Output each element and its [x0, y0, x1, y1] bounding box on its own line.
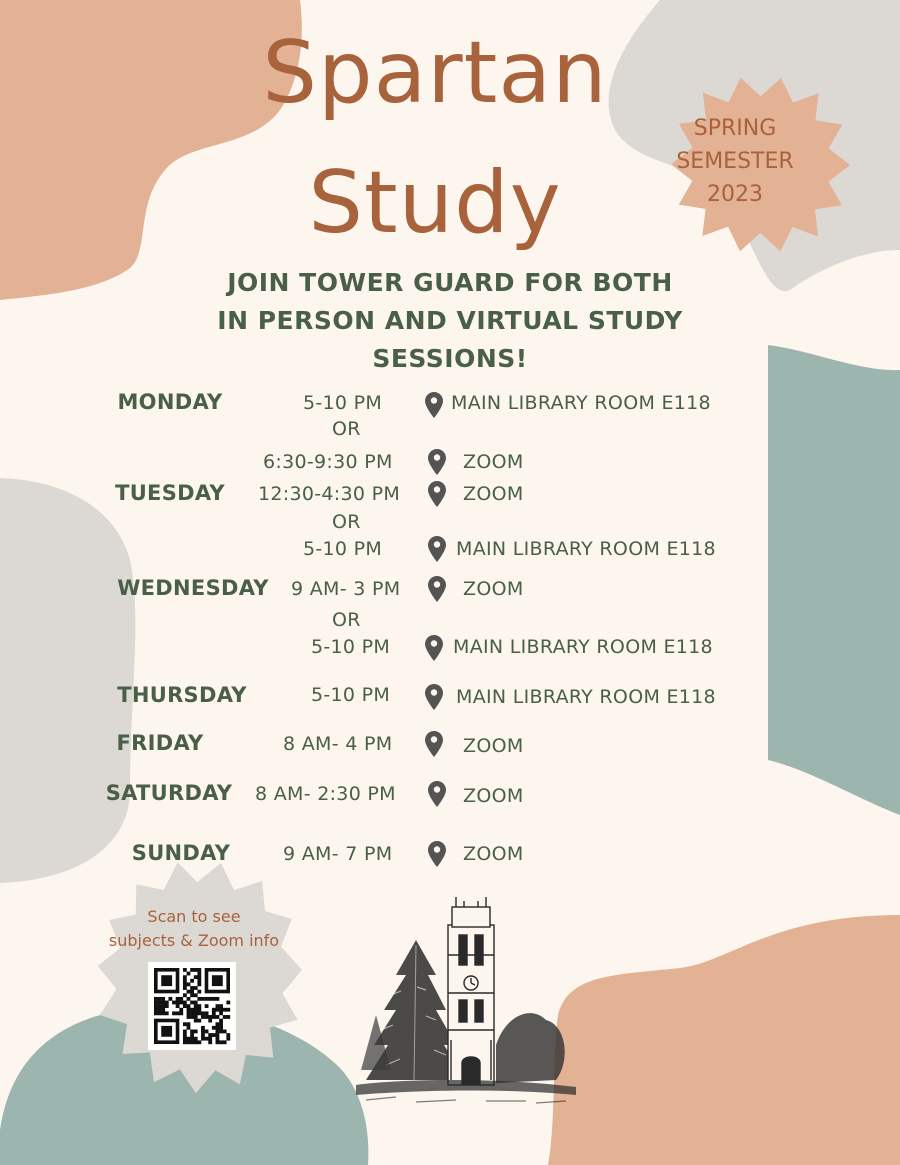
- time-label: 9 AM- 7 PM: [283, 843, 393, 865]
- intro-line-2: IN PERSON AND VIRTUAL STUDY: [217, 306, 683, 335]
- intro-line-3: SESSIONS!: [372, 344, 528, 373]
- badge-line-1: SPRING: [693, 116, 777, 141]
- qr-module: [190, 986, 194, 990]
- qr-module: [197, 975, 201, 979]
- qr-module: [219, 1026, 223, 1030]
- qr-module: [187, 990, 191, 994]
- qr-module: [158, 1001, 162, 1005]
- location-label: ZOOM: [463, 578, 524, 600]
- qr-module: [158, 997, 162, 1001]
- gray-blob-left: [0, 478, 135, 883]
- qr-module: [226, 1008, 230, 1012]
- qr-module: [158, 1008, 162, 1012]
- qr-module: [183, 1001, 187, 1005]
- intro-heading: [150, 264, 750, 378]
- location-pin-icon: [425, 635, 443, 661]
- qr-module: [187, 1015, 191, 1019]
- qr-module: [190, 1015, 194, 1019]
- qr-module: [212, 1011, 216, 1015]
- qr-module: [158, 1004, 162, 1008]
- qr-module: [190, 968, 194, 972]
- qr-module: [154, 1008, 158, 1012]
- qr-module: [154, 1001, 158, 1005]
- location-pin-icon: [425, 392, 443, 418]
- qr-module: [183, 1033, 187, 1037]
- qr-module: [212, 1008, 216, 1012]
- qr-module: [187, 1011, 191, 1015]
- day-label: TUESDAY: [115, 481, 225, 505]
- qr-module: [201, 997, 205, 1001]
- qr-module: [212, 1026, 216, 1030]
- qr-finder: [154, 968, 179, 993]
- qr-module: [183, 1030, 187, 1034]
- qr-module: [197, 972, 201, 976]
- qr-module: [205, 1015, 209, 1019]
- qr-module: [190, 1001, 194, 1005]
- qr-module: [190, 1037, 194, 1041]
- qr-module: [201, 1030, 205, 1034]
- qr-module: [183, 975, 187, 979]
- qr-module: [216, 1015, 220, 1019]
- qr-module: [208, 1019, 212, 1023]
- shrub-right: [496, 1013, 565, 1083]
- qr-module: [190, 1030, 194, 1034]
- qr-module: [201, 1037, 205, 1041]
- location-pin-icon: [428, 576, 446, 602]
- qr-module: [223, 1008, 227, 1012]
- qr-module: [165, 1011, 169, 1015]
- location-label: MAIN LIBRARY ROOM E118: [456, 686, 716, 708]
- qr-module: [197, 1008, 201, 1012]
- qr-module: [205, 1037, 209, 1041]
- qr-module: [223, 1015, 227, 1019]
- day-label: FRIDAY: [116, 731, 204, 755]
- ground: [356, 1080, 576, 1095]
- qr-module: [194, 1040, 198, 1044]
- qr-module: [187, 997, 191, 1001]
- qr-module: [208, 1015, 212, 1019]
- location-label: MAIN LIBRARY ROOM E118: [451, 392, 711, 414]
- title-line-2: Study: [308, 153, 562, 253]
- qr-module: [190, 993, 194, 997]
- title-line-1: Spartan: [262, 23, 608, 123]
- qr-module: [216, 1037, 220, 1041]
- location-label: MAIN LIBRARY ROOM E118: [456, 538, 716, 560]
- tower: [448, 897, 494, 1085]
- qr-module: [216, 1033, 220, 1037]
- qr-module: [205, 997, 209, 1001]
- time-label: 5-10 PM: [303, 538, 383, 560]
- qr-module: [219, 1011, 223, 1015]
- sage-blob-right: [768, 345, 900, 815]
- qr-finder: [205, 968, 230, 993]
- qr-module: [183, 1022, 187, 1026]
- location-pin-icon: [428, 781, 446, 807]
- qr-module: [190, 1033, 194, 1037]
- location-pin-icon: [428, 449, 446, 475]
- qr-module: [216, 1040, 220, 1044]
- qr-module: [194, 975, 198, 979]
- qr-module: [216, 1004, 220, 1008]
- location-label: ZOOM: [463, 483, 524, 505]
- location-pin-icon: [428, 841, 446, 867]
- qr-module: [219, 1040, 223, 1044]
- day-label: WEDNESDAY: [117, 576, 269, 600]
- qr-module: [183, 982, 187, 986]
- qr-module: [161, 1011, 165, 1015]
- qr-module: [187, 1022, 191, 1026]
- or-label: OR: [332, 609, 361, 631]
- qr-module: [161, 997, 165, 1001]
- qr-module: [190, 1040, 194, 1044]
- qr-module: [216, 1008, 220, 1012]
- or-label: OR: [332, 511, 361, 533]
- intro-line-1: JOIN TOWER GUARD FOR BOTH: [227, 268, 673, 297]
- qr-module: [194, 1015, 198, 1019]
- day-label: SATURDAY: [105, 781, 233, 805]
- qr-module: [168, 997, 172, 1001]
- day-label: SUNDAY: [131, 841, 231, 865]
- qr-module: [154, 1004, 158, 1008]
- qr-module: [165, 1004, 169, 1008]
- qr-module: [158, 1011, 162, 1015]
- qr-module: [194, 986, 198, 990]
- qr-module: [176, 1001, 180, 1005]
- qr-module: [197, 968, 201, 972]
- qr-module: [216, 1022, 220, 1026]
- peach-blob-bottom-right: [548, 915, 900, 1165]
- qr-module: [172, 1001, 176, 1005]
- qr-module: [197, 1011, 201, 1015]
- time-label: 8 AM- 4 PM: [283, 733, 393, 755]
- time-label: 5-10 PM: [311, 636, 391, 658]
- qr-module: [190, 1008, 194, 1012]
- qr-module: [197, 1040, 201, 1044]
- qr-module: [194, 1001, 198, 1005]
- qr-module: [226, 1037, 230, 1041]
- time-label: 12:30-4:30 PM: [258, 483, 401, 505]
- qr-module: [194, 1030, 198, 1034]
- qr-module: [183, 979, 187, 983]
- location-pin-icon: [428, 481, 446, 507]
- qr-module: [216, 1026, 220, 1030]
- qr-module: [223, 1040, 227, 1044]
- qr-module: [223, 1030, 227, 1034]
- qr-caption: [85, 905, 303, 953]
- qr-module: [190, 979, 194, 983]
- qr-module: [194, 1008, 198, 1012]
- qr-module: [205, 1011, 209, 1015]
- qr-module: [208, 1040, 212, 1044]
- qr-module: [187, 982, 191, 986]
- qr-module: [190, 990, 194, 994]
- qr-module: [208, 1033, 212, 1037]
- qr-module: [194, 1004, 198, 1008]
- qr-module: [208, 997, 212, 1001]
- time-label: 5-10 PM: [311, 684, 391, 706]
- qr-module: [212, 1015, 216, 1019]
- qr-module: [205, 1004, 209, 1008]
- qr-module: [219, 1008, 223, 1012]
- qr-module: [187, 1037, 191, 1041]
- day-label: MONDAY: [117, 390, 223, 414]
- time-label: 8 AM- 2:30 PM: [255, 783, 396, 805]
- time-label: 6:30-9:30 PM: [263, 451, 393, 473]
- qr-module: [179, 1008, 183, 1012]
- day-label: THURSDAY: [117, 683, 247, 707]
- qr-module: [183, 1040, 187, 1044]
- qr-module: [194, 1019, 198, 1023]
- qr-module: [187, 972, 191, 976]
- qr-module: [183, 986, 187, 990]
- location-label: ZOOM: [463, 785, 524, 807]
- qr-module: [197, 997, 201, 1001]
- qr-module: [187, 1026, 191, 1030]
- qr-module: [216, 1030, 220, 1034]
- qr-module: [219, 1030, 223, 1034]
- qr-module: [183, 993, 187, 997]
- badge-line-3: 2023: [707, 182, 763, 207]
- qr-module: [187, 1008, 191, 1012]
- qr-module: [201, 1026, 205, 1030]
- qr-module: [176, 997, 180, 1001]
- qr-module: [197, 1004, 201, 1008]
- qr-module: [194, 993, 198, 997]
- or-label: OR: [332, 418, 361, 440]
- qr-module: [161, 1001, 165, 1005]
- qr-module: [154, 997, 158, 1001]
- qr-module: [154, 1011, 158, 1015]
- location-label: MAIN LIBRARY ROOM E118: [453, 636, 713, 658]
- location-label: ZOOM: [463, 451, 524, 473]
- qr-module: [194, 968, 198, 972]
- location-pin-icon: [425, 684, 443, 710]
- qr-module: [201, 1011, 205, 1015]
- qr-module: [201, 1033, 205, 1037]
- qr-module: [197, 1019, 201, 1023]
- qr-caption-line-2: subjects & Zoom info: [108, 931, 280, 950]
- qr-module: [219, 1019, 223, 1023]
- badge-line-2: SEMESTER: [676, 149, 794, 174]
- qr-module: [219, 1022, 223, 1026]
- semester-badge: [645, 112, 825, 211]
- qr-finder: [154, 1019, 179, 1044]
- qr-module: [226, 1001, 230, 1005]
- location-pin-icon: [428, 536, 446, 562]
- location-pin-icon: [425, 731, 443, 757]
- qr-module: [212, 997, 216, 1001]
- qr-module: [226, 1015, 230, 1019]
- qr-module: [183, 1037, 187, 1041]
- qr-module: [194, 1037, 198, 1041]
- time-label: 5-10 PM: [303, 392, 383, 414]
- qr-module: [176, 1011, 180, 1015]
- qr-module: [194, 1011, 198, 1015]
- qr-module: [179, 997, 183, 1001]
- qr-module: [205, 1030, 209, 1034]
- qr-module: [216, 997, 220, 1001]
- qr-module: [187, 1040, 191, 1044]
- qr-module: [176, 1004, 180, 1008]
- qr-module: [197, 979, 201, 983]
- qr-module: [161, 1008, 165, 1012]
- qr-module: [165, 1001, 169, 1005]
- beaumont-tower-illustration: [356, 895, 576, 1120]
- qr-module: [197, 990, 201, 994]
- location-label: ZOOM: [463, 843, 524, 865]
- qr-module: [161, 1004, 165, 1008]
- qr-caption-line-1: Scan to see: [147, 907, 241, 926]
- qr-module: [197, 982, 201, 986]
- qr-module: [183, 968, 187, 972]
- qr-module: [172, 1011, 176, 1015]
- qr-module: [226, 1033, 230, 1037]
- qr-module: [201, 1015, 205, 1019]
- qr-code-card[interactable]: [148, 962, 236, 1050]
- qr-module: [208, 1037, 212, 1041]
- qr-code-icon[interactable]: [148, 962, 236, 1050]
- qr-module: [183, 1004, 187, 1008]
- qr-module: [219, 1004, 223, 1008]
- location-label: ZOOM: [463, 735, 524, 757]
- time-label: 9 AM- 3 PM: [291, 578, 401, 600]
- qr-module: [190, 1011, 194, 1015]
- qr-module: [212, 1033, 216, 1037]
- qr-module: [187, 1004, 191, 1008]
- qr-module: [179, 1001, 183, 1005]
- qr-module: [179, 1011, 183, 1015]
